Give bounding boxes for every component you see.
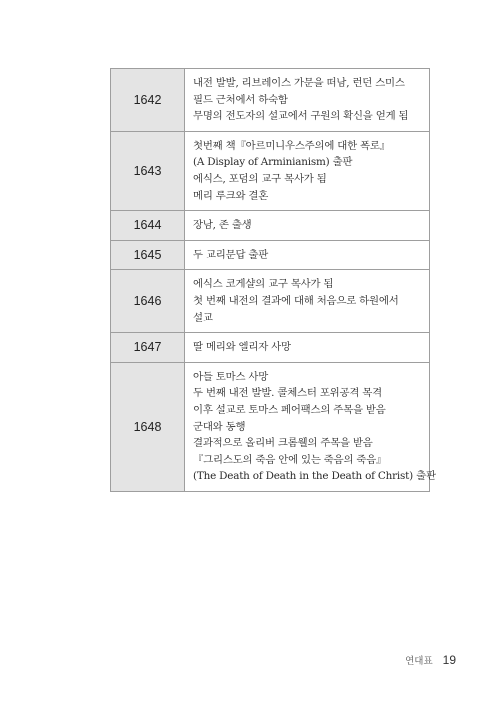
event-line: 군대와 동행	[193, 420, 246, 433]
year-cell: 1647	[111, 333, 185, 363]
events-cell	[185, 270, 430, 333]
event-line: 설교	[193, 311, 213, 324]
events-cell	[185, 69, 430, 132]
year-cell: 1645	[111, 240, 185, 270]
timeline-row	[111, 362, 430, 491]
event-line: 딸 메리와 엘리자 사망	[193, 341, 291, 354]
year-cell: 1643	[111, 131, 185, 210]
event-line: 내전 발발, 리브레이스 가문을 떠남, 런던 스미스	[193, 77, 405, 89]
event-line: (A Display of Arminianism) 출판	[193, 156, 353, 169]
event-line: 필드 근처에서 하숙함	[193, 93, 288, 106]
timeline-row	[111, 270, 430, 333]
event-line: 에식스, 포덤의 교구 목사가 됨	[193, 172, 327, 185]
event-line: 『그리스도의 죽음 안에 있는 죽음의 죽음』	[193, 453, 387, 466]
event-line: 두 교리문답 출판	[193, 248, 269, 261]
chronology-table	[110, 68, 436, 492]
events-cell	[185, 240, 430, 270]
event-line: 메리 루크와 결혼	[193, 189, 269, 202]
year-cell: 1644	[111, 211, 185, 241]
timeline-row	[111, 69, 430, 132]
event-line: 장남, 존 출생	[193, 219, 252, 232]
chronology-table-body	[111, 69, 436, 492]
year-cell: 1646	[111, 270, 185, 333]
year-cell: 1648	[111, 362, 185, 491]
page-number: 19	[442, 653, 456, 667]
event-line: 첫번째 책『아르미니우스주의에 대한 폭로』	[193, 139, 390, 152]
events-cell	[185, 362, 436, 491]
timeline-row	[111, 131, 430, 210]
running-footer-title: 연대표	[405, 656, 433, 667]
timeline-row	[111, 240, 430, 270]
event-line: 결과적으로 올리버 크롬웰의 주목을 받음	[193, 437, 373, 450]
events-cell	[185, 333, 430, 363]
event-line: 두 번째 내전 발발. 콜체스터 포위공격 목격	[193, 387, 382, 400]
timeline-row	[111, 333, 430, 363]
year-cell: 1642	[111, 69, 185, 132]
events-cell	[185, 131, 430, 210]
event-line: 에식스 코게샬의 교구 목사가 됨	[193, 278, 334, 291]
events-cell	[185, 211, 430, 241]
event-line: 첫 번째 내전의 결과에 대해 처음으로 하원에서	[193, 294, 399, 307]
event-line: 아들 토마스 사망	[193, 370, 269, 383]
timeline-row	[111, 211, 430, 241]
page-footer	[405, 653, 456, 667]
event-line: 이후 설교로 토마스 페어팩스의 주목을 받음	[193, 403, 386, 416]
event-line: (The Death of Death in the Death of Christ) 출판	[193, 470, 436, 483]
event-line: 무명의 전도자의 설교에서 구원의 확신을 얻게 됨	[193, 110, 409, 123]
